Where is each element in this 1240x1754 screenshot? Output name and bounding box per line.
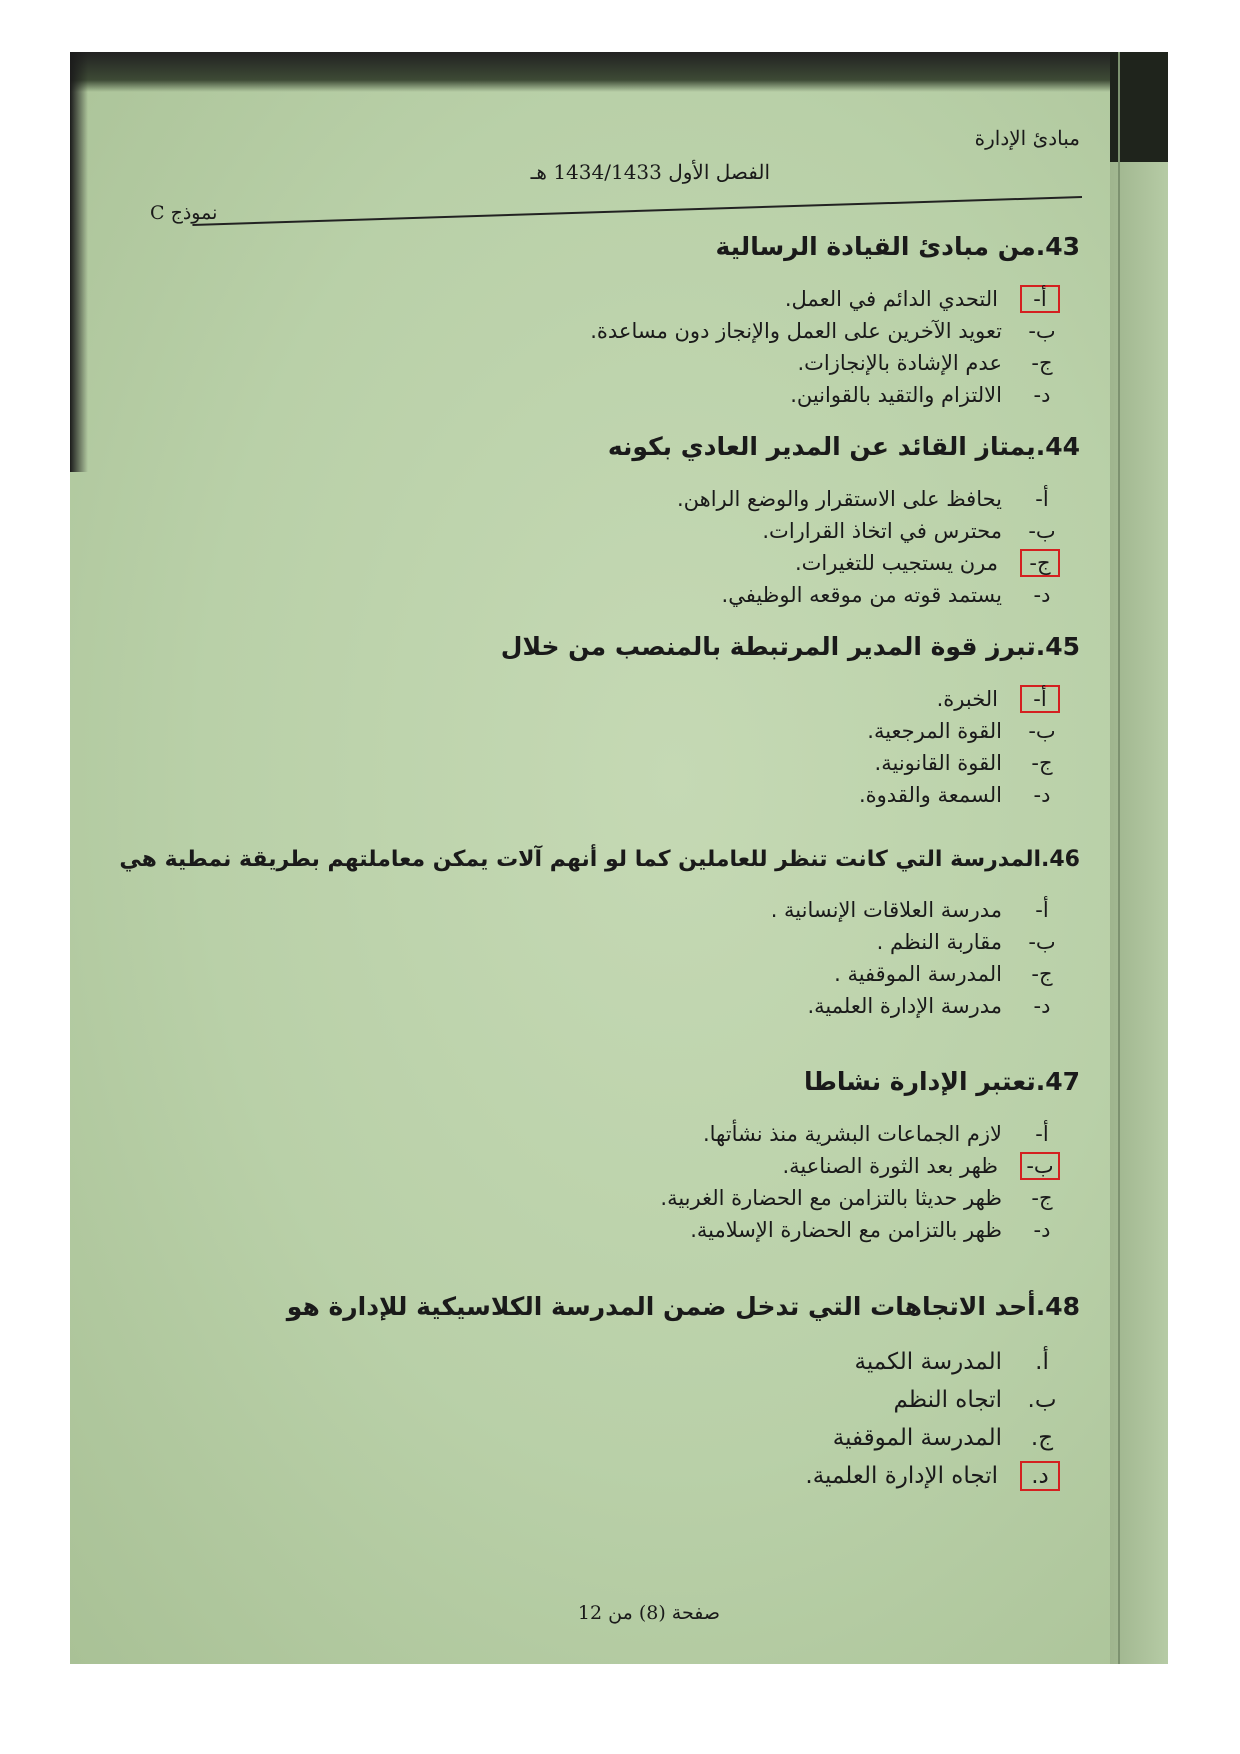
adjacent-page-strip: [1110, 52, 1168, 1664]
option-d[interactable]: [180, 1214, 1060, 1246]
question-47: [180, 1067, 1080, 1246]
option-letter: ج-: [1031, 1186, 1053, 1210]
option-letter: أ-: [1035, 487, 1049, 511]
option-text: مرن يستجيب للتغيرات.: [794, 551, 998, 575]
option-text: السمعة والقدوة.: [858, 783, 1002, 807]
option-a[interactable]: [180, 283, 1060, 315]
options-list: [180, 1118, 1080, 1246]
option-text: ظهر بالتزامن مع الحضارة الإسلامية.: [690, 1218, 1002, 1242]
question-title: 46.المدرسة التي كانت تنظر للعاملين كما لو أنهم آلات يمكن معاملتهم بطريقة نمطية هي: [119, 847, 1080, 872]
option-a[interactable]: [180, 1343, 1060, 1381]
options-list: [180, 483, 1080, 611]
option-letter: ب-: [1028, 930, 1056, 954]
question-45: [180, 632, 1080, 811]
option-c[interactable]: [180, 958, 1060, 990]
option-text: مدرسة الإدارة العلمية.: [807, 994, 1002, 1018]
option-c[interactable]: [180, 547, 1060, 579]
option-text: تعويد الآخرين على العمل والإنجاز دون مساعدة.: [590, 319, 1002, 343]
question-title: 47.تعتبر الإدارة نشاطا: [803, 1067, 1080, 1096]
option-text: يحافظ على الاستقرار والوضع الراهن.: [676, 487, 1002, 511]
option-letter: د-: [1033, 783, 1051, 807]
options-list: [180, 1343, 1080, 1495]
option-a[interactable]: [180, 683, 1060, 715]
option-letter: أ-: [1035, 1122, 1049, 1146]
option-d[interactable]: [180, 990, 1060, 1022]
option-text: القوة المرجعية.: [867, 719, 1002, 743]
option-text: اتجاه النظم: [893, 1387, 1002, 1413]
option-b[interactable]: [180, 1150, 1060, 1182]
option-text: اتجاه الإدارة العلمية.: [805, 1463, 998, 1489]
options-list: [180, 283, 1080, 411]
option-letter-marked: أ-: [1020, 685, 1060, 713]
question-43: [180, 232, 1080, 411]
option-text: المدرسة الكمية: [854, 1349, 1002, 1375]
option-letter: أ.: [1035, 1349, 1049, 1375]
option-c[interactable]: [180, 1182, 1060, 1214]
option-c[interactable]: [180, 1419, 1060, 1457]
option-text: المدرسة الموقفية .: [834, 962, 1002, 986]
option-text: القوة القانونية.: [874, 751, 1002, 775]
option-a[interactable]: [180, 894, 1060, 926]
option-text: ظهر بعد الثورة الصناعية.: [782, 1154, 998, 1178]
option-letter: ج.: [1030, 1425, 1054, 1451]
header-subject: مبادئ الإدارة: [974, 126, 1080, 150]
page-number: صفحة (8) من 12: [577, 1602, 720, 1624]
options-list: [180, 683, 1080, 811]
option-letter: أ-: [1035, 898, 1049, 922]
option-letter: ج-: [1031, 962, 1053, 986]
option-letter: ب-: [1028, 719, 1056, 743]
question-title: 43.من مبادئ القيادة الرسالية: [715, 232, 1080, 261]
option-letter-marked: د.: [1020, 1461, 1060, 1491]
option-letter: د-: [1033, 994, 1051, 1018]
option-letter: ج-: [1031, 751, 1053, 775]
option-letter: د-: [1033, 583, 1051, 607]
option-letter-marked: أ-: [1020, 285, 1060, 313]
option-letter: د-: [1033, 383, 1051, 407]
option-a[interactable]: [180, 1118, 1060, 1150]
option-letter: ب-: [1028, 319, 1056, 343]
option-letter: ب.: [1027, 1387, 1057, 1413]
header-divider: [192, 196, 1082, 226]
question-title: 45.تبرز قوة المدير المرتبطة بالمنصب من خلال: [500, 632, 1080, 661]
option-d[interactable]: [180, 779, 1060, 811]
header-term: الفصل الأول 1434/1433 هـ: [530, 160, 770, 184]
photo-dark-left: [70, 52, 88, 472]
photo-background: [70, 52, 1168, 1664]
options-list: [180, 894, 1080, 1022]
option-b[interactable]: [180, 515, 1060, 547]
option-a[interactable]: [180, 483, 1060, 515]
question-48: [180, 1292, 1080, 1495]
question-title: 48.أحد الاتجاهات التي تدخل ضمن المدرسة الكلاسيكية للإدارة هو: [286, 1292, 1080, 1321]
option-text: لازم الجماعات البشرية منذ نشأتها.: [702, 1122, 1002, 1146]
option-b[interactable]: [180, 926, 1060, 958]
option-d[interactable]: [180, 379, 1060, 411]
option-c[interactable]: [180, 347, 1060, 379]
question-44: [180, 432, 1080, 611]
option-d[interactable]: [180, 579, 1060, 611]
option-d[interactable]: [180, 1457, 1060, 1495]
exam-page: [110, 82, 1110, 1642]
option-text: ظهر حديثا بالتزامن مع الحضارة الغربية.: [660, 1186, 1002, 1210]
option-c[interactable]: [180, 747, 1060, 779]
question-46: [119, 847, 1080, 1022]
option-letter: ب-: [1028, 519, 1056, 543]
option-text: يستمد قوته من موقعه الوظيفي.: [721, 583, 1002, 607]
option-letter: د-: [1033, 1218, 1051, 1242]
question-title: 44.يمتاز القائد عن المدير العادي بكونه: [607, 432, 1080, 461]
adjacent-page-edge: [1118, 52, 1120, 1664]
option-b[interactable]: [180, 715, 1060, 747]
option-letter: ج-: [1031, 351, 1053, 375]
option-text: التحدي الدائم في العمل.: [784, 287, 998, 311]
option-letter-marked: ب-: [1020, 1152, 1060, 1180]
header-model: نموذج C: [150, 202, 218, 224]
option-text: مدرسة العلاقات الإنسانية .: [770, 898, 1002, 922]
option-text: محترس في اتخاذ القرارات.: [762, 519, 1002, 543]
option-text: الالتزام والتقيد بالقوانين.: [790, 383, 1002, 407]
option-text: مقاربة النظم .: [876, 930, 1002, 954]
option-b[interactable]: [180, 1381, 1060, 1419]
option-letter-marked: ج-: [1020, 549, 1060, 577]
option-b[interactable]: [180, 315, 1060, 347]
option-text: المدرسة الموقفية: [832, 1425, 1002, 1451]
option-text: عدم الإشادة بالإنجازات.: [797, 351, 1002, 375]
option-text: الخبرة.: [936, 687, 998, 711]
